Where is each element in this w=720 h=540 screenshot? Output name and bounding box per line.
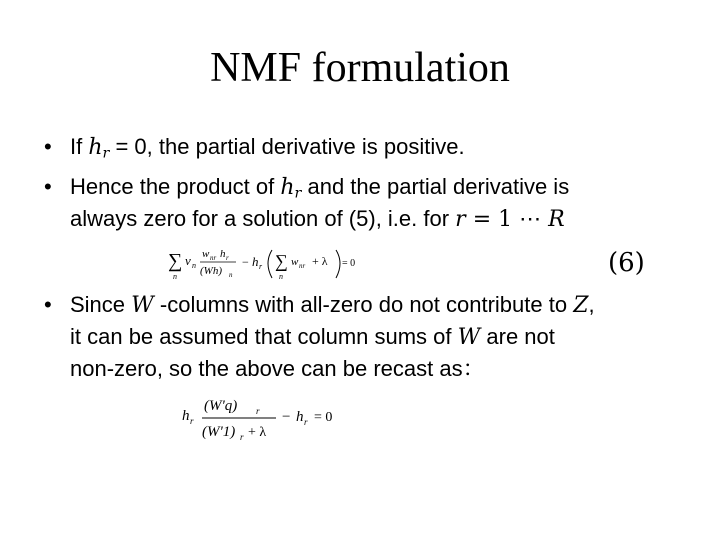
text-segment: Since [70, 292, 132, 317]
fraction-numerator-h-sub: r [226, 254, 229, 262]
text-segment: and the partial derivative is [301, 174, 570, 199]
fraction-numerator-w: w [202, 248, 210, 260]
var-h-sub: r [304, 417, 308, 427]
math-var-h: h [88, 135, 103, 160]
text-segment: Hence the product of [70, 174, 281, 199]
math-var-r: r [455, 207, 466, 232]
fraction-numerator-h: h [220, 248, 226, 260]
var-h-sub: r [190, 416, 194, 426]
left-paren [268, 250, 272, 278]
text-segment: always zero for a solution of (5), i.e. for [70, 206, 456, 231]
math-var-R: R [548, 207, 565, 232]
bullet-icon: • [44, 292, 52, 317]
bullet-3-line-1 [70, 290, 595, 321]
var-h: h [296, 409, 304, 425]
sum-symbol: ∑ [168, 250, 183, 272]
text-segment: = 0, the partial derivative is positive. [109, 134, 465, 159]
right-paren [336, 250, 340, 278]
text-segment: it can be assumed that column sums of [70, 324, 458, 349]
sum-index: n [173, 272, 177, 281]
bullet-2-line-2 [70, 204, 565, 235]
var-v-sub: n [192, 261, 196, 270]
bullet-icon: • [44, 174, 52, 199]
fraction-denominator-sub: r [240, 432, 244, 442]
var-v: v [185, 253, 191, 268]
equals-zero: = 0 [314, 410, 333, 425]
var-h: h [252, 254, 259, 269]
equation-7 [176, 388, 356, 448]
math-var-Z: Z [573, 293, 589, 318]
equation-6 [160, 236, 360, 284]
minus-sign: − [242, 255, 249, 269]
bullet-1-line-1 [70, 132, 465, 169]
inner-sum-index: n [279, 272, 283, 281]
inner-var-w-sub: nr [299, 262, 306, 270]
bullet-icon: • [44, 134, 52, 159]
text-segment: are not [480, 324, 555, 349]
minus-sign: − [282, 409, 291, 425]
var-h: h [182, 408, 190, 424]
fraction-denominator-sub: n [229, 271, 233, 279]
inner-sum-symbol: ∑ [275, 251, 288, 271]
text-segment: non-zero, so the above can be recast as： [70, 356, 485, 381]
math-sub-r: r [294, 185, 302, 202]
text-segment: , [588, 292, 595, 317]
fraction-numerator-w-sub: nr [210, 254, 217, 262]
var-h-sub: r [259, 262, 263, 271]
math-sub-r: r [102, 145, 110, 162]
bullet-3-line-2 [70, 322, 555, 353]
plus-lambda: + λ [248, 425, 267, 440]
math-var-W: W [457, 325, 481, 350]
fraction-numerator: (W'q) [204, 398, 238, 414]
text-segment: = 1 ⋯ [465, 207, 549, 232]
bullet-3-line-3 [70, 354, 485, 384]
text-segment: -columns with all-zero do not contribute to [153, 292, 574, 317]
fraction-denominator: (W'1) [202, 424, 236, 440]
math-var-h: h [280, 175, 295, 200]
fraction-numerator-sub: r [256, 406, 260, 416]
math-var-W: W [131, 293, 154, 318]
equation-number: (6) [608, 248, 645, 278]
plus-lambda: + λ [312, 254, 328, 268]
equals-zero: = 0 [342, 258, 356, 269]
fraction-denominator: (Wh) [200, 265, 222, 277]
text-segment: If [70, 134, 89, 159]
slide-title: NMF formulation [210, 45, 510, 91]
inner-var-w: w [291, 256, 299, 268]
